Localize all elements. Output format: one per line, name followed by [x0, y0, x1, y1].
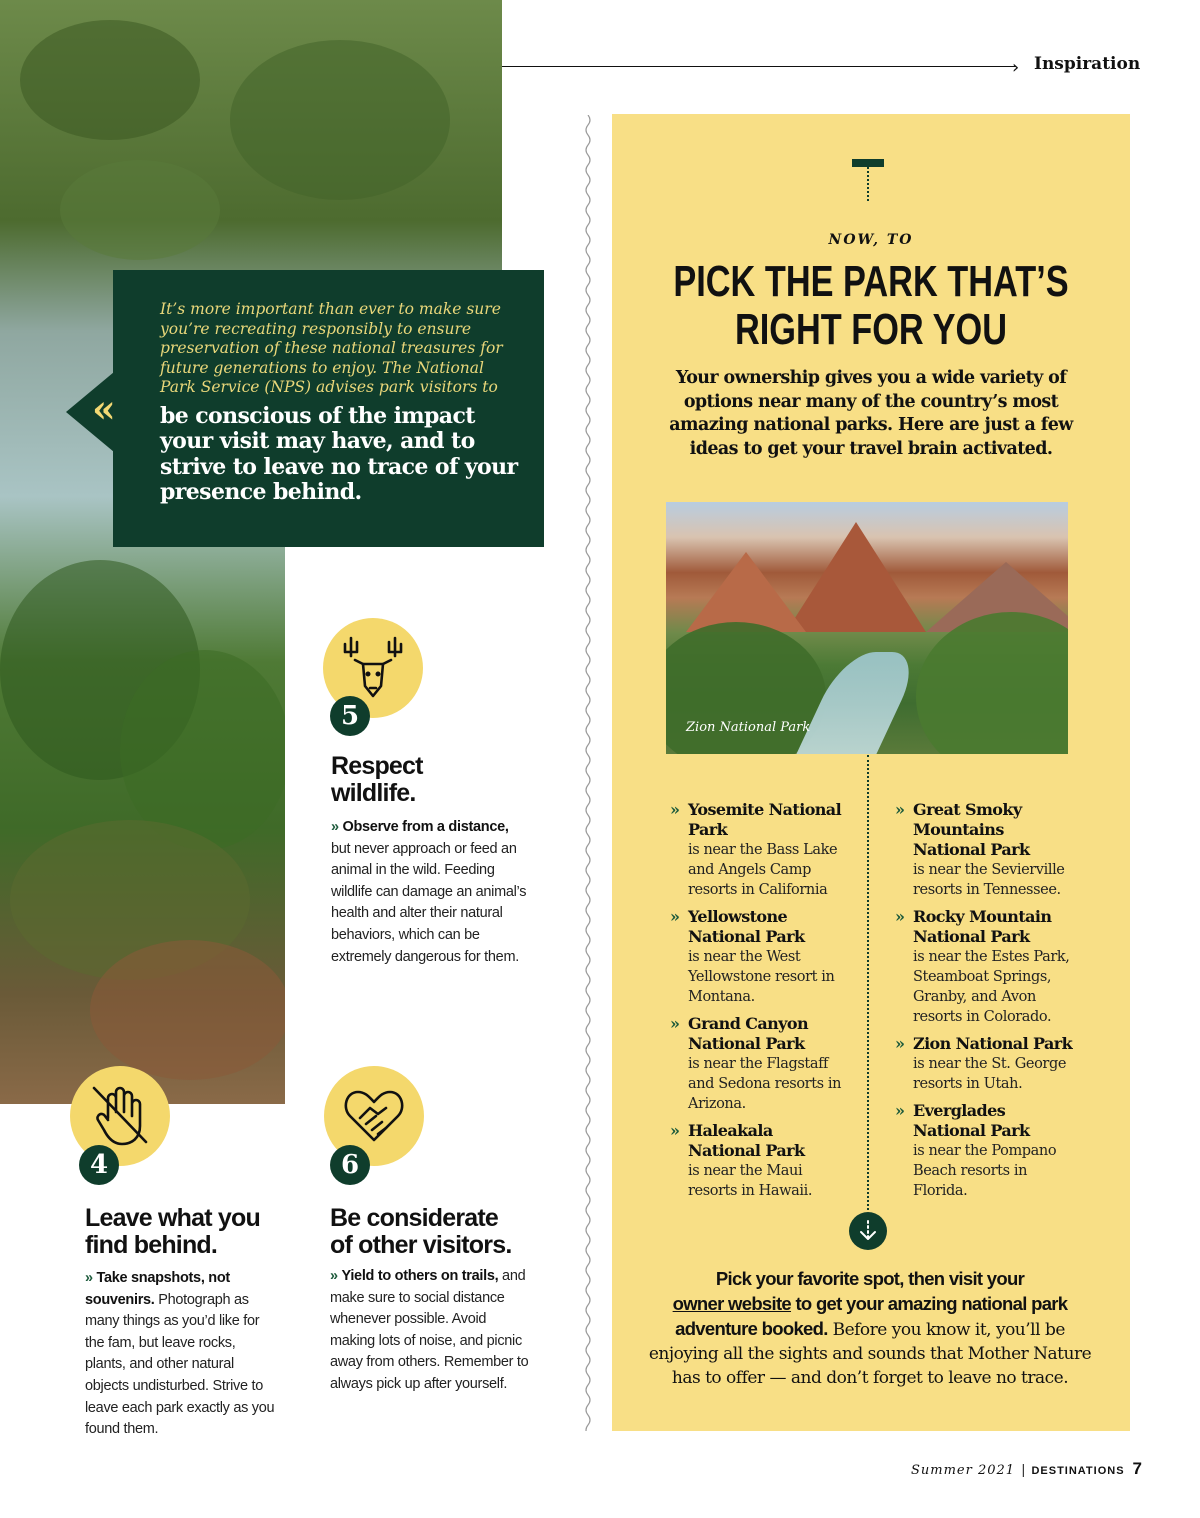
tip-6-title-line2: of other visitors. [330, 1231, 512, 1259]
park-name: Yosemite National Park [688, 800, 842, 839]
quote-mark-icon: « [92, 386, 110, 431]
chevron-double-icon: » [895, 1101, 905, 1120]
chevron-double-icon: » [670, 1014, 680, 1033]
tip-4-lead2: souvenirs. [85, 1291, 155, 1308]
footer-magazine: DESTINATIONS [1031, 1465, 1125, 1477]
tip-5-title [331, 753, 423, 807]
chevron-double-icon: » [670, 800, 680, 819]
park-desc: is near the Bass Lake and Angels Camp resorts in California [688, 842, 838, 898]
park-item-yosemite [670, 800, 848, 900]
panel-intro: Your ownership gives you a wide variety of options near many of the country’s most amazing national parks. Here are just a few ideas to get your travel brain activated. [669, 368, 1073, 459]
panel-title-line1: PICK THE PARK THAT’S [673, 257, 1069, 306]
closing-paragraph [640, 1267, 1100, 1390]
chevron-double-icon: » [895, 907, 905, 926]
tip-5-lead2: distance, [448, 819, 509, 835]
park-item-rocky-mountain [895, 907, 1073, 1027]
pull-quote [113, 270, 544, 547]
chevron-right-icon: › [1012, 57, 1020, 78]
park-name: Grand Canyon National Park [688, 1014, 808, 1053]
park-name: Rocky Mountain National Park [913, 907, 1052, 946]
wavy-divider [581, 115, 595, 1431]
park-item-everglades [895, 1101, 1073, 1201]
handshake-heart-icon [342, 1082, 406, 1148]
tip-4-title [85, 1205, 260, 1259]
tip-4-title-line1: Leave what you [85, 1204, 260, 1232]
tip-4-lead1: Take snapshots, not [96, 1270, 230, 1286]
tip-5-title-line1: Respect [331, 752, 423, 780]
footer-separator: | [1021, 1463, 1026, 1478]
section-label: Inspiration [1034, 54, 1141, 74]
zion-photo [666, 502, 1068, 754]
tip-5-number: 5 [330, 696, 370, 736]
park-item-great-smoky [895, 800, 1073, 900]
quote-intro: It’s more important than ever to make sure you’re recreating responsibly to ensure preservation of these national treasures for future generations to enjoy. The National Park Service (NPS) advises park visitors to [160, 300, 503, 396]
deer-icon [341, 634, 405, 700]
park-desc: is near the St. George resorts in Utah. [913, 1056, 1067, 1092]
park-item-yellowstone [670, 907, 848, 1007]
closing-bold-2: to get your amazing national park adventure booked. [675, 1293, 1068, 1339]
zion-photo-caption: Zion National Park [686, 720, 811, 735]
chevron-double-icon: » [331, 819, 339, 835]
chevron-double-icon: » [330, 1268, 338, 1284]
panel-title-line2: RIGHT FOR YOU [734, 305, 1008, 354]
tip-5-title-line2: wildlife. [331, 779, 416, 807]
panel-kicker: NOW, TO [828, 232, 914, 248]
park-name: Everglades National Park [913, 1101, 1030, 1140]
chevron-double-icon: » [85, 1270, 93, 1286]
quote-main: be conscious of the impact your visit may have, and to strive to leave no trace of your presence behind. [160, 402, 518, 505]
tip-4-number: 4 [79, 1145, 119, 1185]
park-item-haleakala [670, 1121, 848, 1201]
park-desc: is near the Pompano Beach resorts in Florida. [913, 1143, 1057, 1199]
tip-4-body [85, 1268, 277, 1441]
tip-6-lead1: Yield to others on trails, [341, 1268, 499, 1284]
park-desc: is near the West Yellowstone resort in Montana. [688, 949, 835, 1005]
tip-4-title-line2: find behind. [85, 1231, 218, 1259]
chevron-double-icon: » [670, 907, 680, 926]
park-name: Haleakala National Park [688, 1121, 805, 1160]
tip-5-body [331, 817, 531, 968]
chevron-double-icon: » [670, 1121, 680, 1140]
tip-5-lead1: Observe from a [342, 819, 445, 835]
park-name: Yellowstone National Park [688, 907, 805, 946]
park-name: Zion National Park [913, 1034, 1073, 1053]
chevron-down-icon [849, 1212, 887, 1250]
owner-website-link[interactable]: owner website [672, 1293, 792, 1314]
closing-rest: Before you know it, you’ll be enjoying all the sights and sounds that Mother Nature has to offer — and don’t forget to leave no trace. [648, 1320, 1092, 1388]
scroll-down-button[interactable] [849, 1212, 887, 1250]
panel-top-marker [852, 159, 884, 167]
no-touch-hand-icon [88, 1082, 152, 1148]
tip-6-text: and make sure to social distance whenever possible. Avoid making lots of noise, and picnic away from others. Remember to always pick up after yourself. [330, 1268, 529, 1392]
park-desc: is near the Flagstaff and Sedona resorts in Arizona. [688, 1056, 842, 1112]
panel-title [669, 258, 1073, 354]
chevron-double-icon: » [895, 1034, 905, 1053]
page-number: 7 [1132, 1459, 1142, 1478]
dotted-connector-middle [867, 755, 869, 1210]
park-item-grand-canyon [670, 1014, 848, 1114]
tip-6-body [330, 1266, 530, 1396]
tip-6-title [330, 1205, 511, 1259]
tip-6-number: 6 [330, 1145, 370, 1185]
park-desc: is near the Sevierville resorts in Tennessee. [913, 862, 1065, 898]
dotted-connector-top [867, 167, 869, 201]
header-rule [502, 66, 1016, 67]
tip-6-title-line1: Be considerate [330, 1204, 499, 1232]
closing-bold-1: Pick your favorite spot, then visit your [715, 1268, 1025, 1289]
park-name: Great Smoky Mountains National Park [913, 800, 1030, 859]
tip-4-text: Photograph as many things as you’d like for the fam, but leave rocks, plants, and other natural objects undisturbed. Strive to leave each park exactly as you found them. [85, 1291, 275, 1438]
park-desc: is near the Maui resorts in Hawaii. [688, 1163, 813, 1199]
tip-5-text: but never approach or feed an animal in the wild. Feeding wildlife can damage an animal’s health and alter their natural behaviors, which can be extremely dangerous for them. [331, 840, 527, 965]
park-item-zion [895, 1034, 1078, 1094]
park-desc: is near the Estes Park, Steamboat Springs, Granby, and Avon resorts in Colorado. [913, 949, 1070, 1025]
chevron-double-icon: » [895, 800, 905, 819]
page-footer [911, 1459, 1142, 1479]
footer-season: Summer 2021 [911, 1463, 1016, 1478]
